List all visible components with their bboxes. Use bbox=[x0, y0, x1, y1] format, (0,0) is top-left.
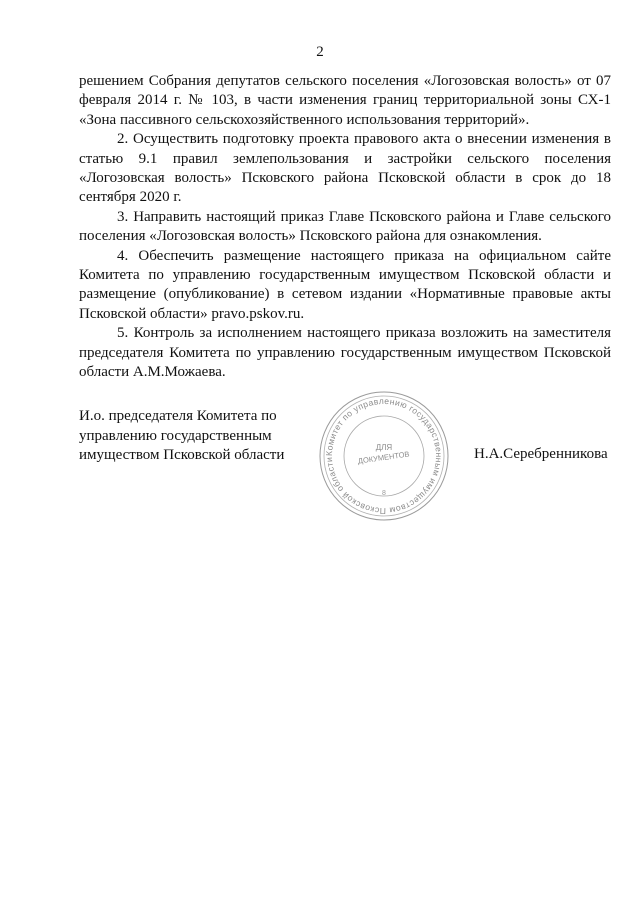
official-stamp bbox=[316, 388, 452, 524]
stamp-center-line-2: ДОКУМЕНТОВ bbox=[357, 449, 410, 466]
paragraph-3: 3. Направить настоящий приказ Главе Псковского района и Главе сельского поселения «Логозовская волость» Псковского района для ознакомления. bbox=[79, 208, 611, 245]
stamp-ring-text: Комитет по управлению государственным имуществом Псковской области bbox=[323, 395, 445, 517]
document-body bbox=[79, 72, 611, 383]
page-number: 2 bbox=[316, 44, 324, 60]
signer-name: Н.А.Серебренникова bbox=[474, 446, 608, 462]
signer-position-line: имуществом Псковской области bbox=[79, 447, 285, 463]
paragraph-2: 2. Осуществить подготовку проекта правового акта о внесении изменения в статью 9.1 правил землепользования и застройки сельского поселения «Логозовская волость» Псковского района Псковской области в срок до 18 сентября 2020 г. bbox=[79, 131, 611, 206]
paragraph-4: 4. Обеспечить размещение настоящего приказа на официальном сайте Комитета по управлению государственным имуществом Псковской области и размещение (опубликование) в сетевом издании «Нормативные правовые акты Псковской области» pravo.pskov.ru. bbox=[79, 247, 611, 322]
paragraph-1-continuation: решением Собрания депутатов сельского поселения «Логозовская волость» от 07 февраля 2014 г. № 103, в части изменения границ территориальной зоны СХ-1 «Зона пассивного сельскохозяйственного использования территорий». bbox=[79, 73, 611, 128]
stamp-center-line-1: ДЛЯ bbox=[375, 443, 393, 452]
signer-position-line: управлению государственным bbox=[79, 427, 272, 444]
paragraph-5: 5. Контроль за исполнением настоящего приказа возложить на заместителя председателя Комитета по управлению государственным имуществом Псковской области А.М.Можаева. bbox=[79, 325, 611, 381]
signer-position-line: И.о. председателя Комитета по bbox=[79, 408, 277, 424]
signer-position bbox=[79, 407, 309, 466]
stamp-number: 8 bbox=[382, 490, 386, 497]
